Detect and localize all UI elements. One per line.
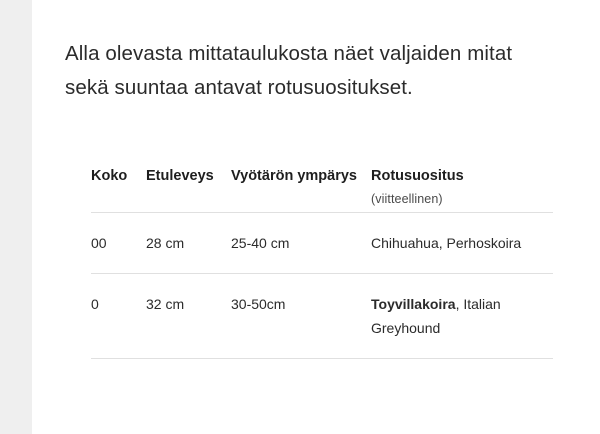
column-header-vyotaron-ymparys-label: Vyötärön ympärys xyxy=(231,168,357,184)
cell-rotusuositus-bold: Toyvillakoira xyxy=(371,296,456,312)
cell-rotusuositus-rest: , Italian Greyhound xyxy=(371,296,501,336)
column-header-rotusuositus-note: (viitteellinen) xyxy=(371,192,443,206)
divider-cell xyxy=(231,359,371,406)
size-table xyxy=(91,168,553,405)
column-header-etuleveys xyxy=(146,168,231,213)
column-header-koko xyxy=(91,168,146,213)
column-header-rotusuositus-label: Rotusuositus xyxy=(371,168,464,184)
cell-vyotaron-ymparys: 30-50cm xyxy=(231,274,371,359)
table-row xyxy=(91,213,553,274)
table-header xyxy=(91,168,553,213)
column-header-etuleveys-label: Etuleveys xyxy=(146,168,214,184)
table-body xyxy=(91,213,553,406)
cell-koko: 00 xyxy=(91,213,146,274)
table-row xyxy=(91,274,553,359)
divider-cell xyxy=(91,359,146,406)
cell-etuleveys: 32 cm xyxy=(146,274,231,359)
divider-cell xyxy=(371,359,553,406)
size-table-container xyxy=(91,168,561,405)
table-header-row xyxy=(91,168,553,213)
table-row-divider xyxy=(91,359,553,406)
column-header-vyotaron-ymparys xyxy=(231,168,371,213)
cell-rotusuositus xyxy=(371,213,553,274)
column-header-rotusuositus xyxy=(371,168,553,213)
cell-koko: 0 xyxy=(91,274,146,359)
document-page xyxy=(32,0,600,434)
cell-rotusuositus-rest: Chihuahua, Perhoskoira xyxy=(371,235,522,251)
column-header-koko-label: Koko xyxy=(91,168,128,184)
cell-etuleveys: 28 cm xyxy=(146,213,231,274)
cell-vyotaron-ymparys: 25-40 cm xyxy=(231,213,371,274)
cell-rotusuositus xyxy=(371,274,553,359)
intro-paragraph: Alla olevasta mittataulukosta näet valjaiden mitat sekä suuntaa antavat rotusuositukset. xyxy=(65,41,513,99)
divider-cell xyxy=(146,359,231,406)
